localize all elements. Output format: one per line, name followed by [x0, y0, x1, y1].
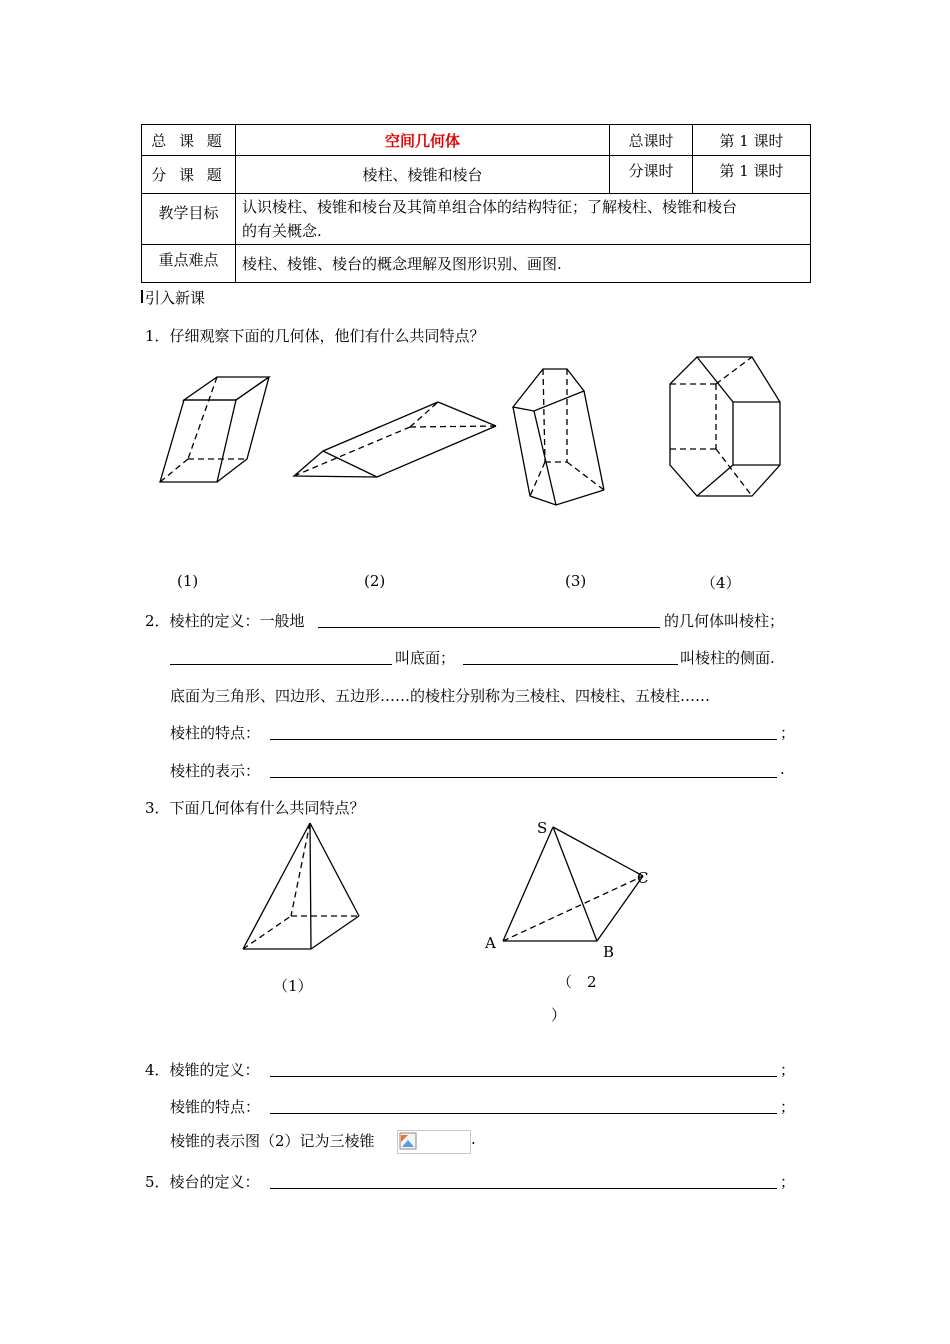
broken-image-icon: [399, 1132, 417, 1150]
q4-definition-label: 4．棱锥的定义：: [145, 1061, 260, 1079]
q5-definition-label: 5．棱台的定义：: [145, 1173, 260, 1191]
pyramid-caption-2a: （ 2: [557, 973, 597, 991]
sub-topic-label: 分 课 题: [142, 156, 236, 194]
figure-4-caption: （4）: [701, 574, 741, 592]
figure-2-caption: (2): [364, 572, 386, 590]
figure-1-caption: (1): [177, 572, 199, 590]
total-hours-label: 总课时: [610, 125, 693, 156]
figure-square-pyramid: [243, 823, 359, 949]
q5-definition-blank: [270, 1188, 777, 1189]
main-topic-title: 空间几何体: [236, 125, 610, 156]
q2-notation-label: 棱柱的表示：: [170, 762, 261, 780]
broken-image-placeholder: [397, 1130, 471, 1154]
q2-feature-label: 棱柱的特点：: [170, 724, 261, 742]
objectives-label: 教学目标: [142, 194, 236, 245]
sub-hours-value: 第 1 课时: [693, 156, 811, 194]
q2-side-face-text: 叫棱柱的侧面.: [680, 649, 775, 667]
q4-definition-end: ；: [780, 1061, 796, 1079]
sub-topic-title: 棱柱、棱锥和棱台: [236, 156, 610, 194]
q2-notation-end: .: [780, 760, 785, 778]
q4-notation-text: 棱锥的表示图（2）记为三棱锥: [170, 1132, 375, 1150]
pyramid-caption-1: （1）: [273, 977, 313, 995]
vertex-label-b: B: [603, 943, 615, 961]
figure-triangular-pyramid: [503, 827, 643, 941]
q4-feature-end: ；: [780, 1098, 796, 1116]
total-hours-value: 第 1 课时: [693, 125, 811, 156]
q2-feature-end: ；: [780, 724, 796, 742]
key-points-label: 重点难点: [142, 245, 236, 283]
q2-naming-text: 底面为三角形、四边形、五边形……的棱柱分别称为三棱柱、四棱柱、五棱柱……: [170, 687, 711, 705]
sub-hours-label: 分课时: [610, 156, 693, 194]
q1-text: 1．仔细观察下面的几何体，他们有什么共同特点？: [145, 327, 485, 345]
vertex-label-s: S: [537, 819, 548, 837]
key-points-content: 棱柱、棱锥、棱台的概念理解及图形识别、画图.: [236, 245, 811, 283]
vertex-label-a: A: [485, 934, 496, 952]
q2-bottom-face-text: 叫底面；: [395, 649, 456, 667]
q4-feature-blank: [270, 1113, 777, 1114]
objectives-line1: 认识棱柱、棱锥和棱台及其简单组合体的结构特征；了解棱柱、棱锥和棱台: [242, 198, 738, 216]
main-topic-label: 总 课 题: [142, 125, 236, 156]
q2-definition-suffix: 的几何体叫棱柱；: [664, 612, 785, 630]
vertex-label-c: C: [637, 869, 649, 887]
q4-notation-end: .: [471, 1130, 476, 1148]
q3-text: 3．下面几何体有什么共同特点？: [145, 799, 365, 817]
section-intro-title: 引入新课: [145, 289, 206, 307]
pyramid-caption-2b: ）: [551, 1006, 567, 1024]
objectives-line2: 的有关概念.: [242, 222, 322, 240]
q4-feature-label: 棱锥的特点：: [170, 1098, 261, 1116]
q5-definition-end: ；: [780, 1173, 796, 1191]
q4-definition-blank: [270, 1076, 777, 1077]
figure-3-caption: (3): [565, 572, 587, 590]
q2-definition-prefix: 2．棱柱的定义：一般地: [145, 612, 305, 630]
